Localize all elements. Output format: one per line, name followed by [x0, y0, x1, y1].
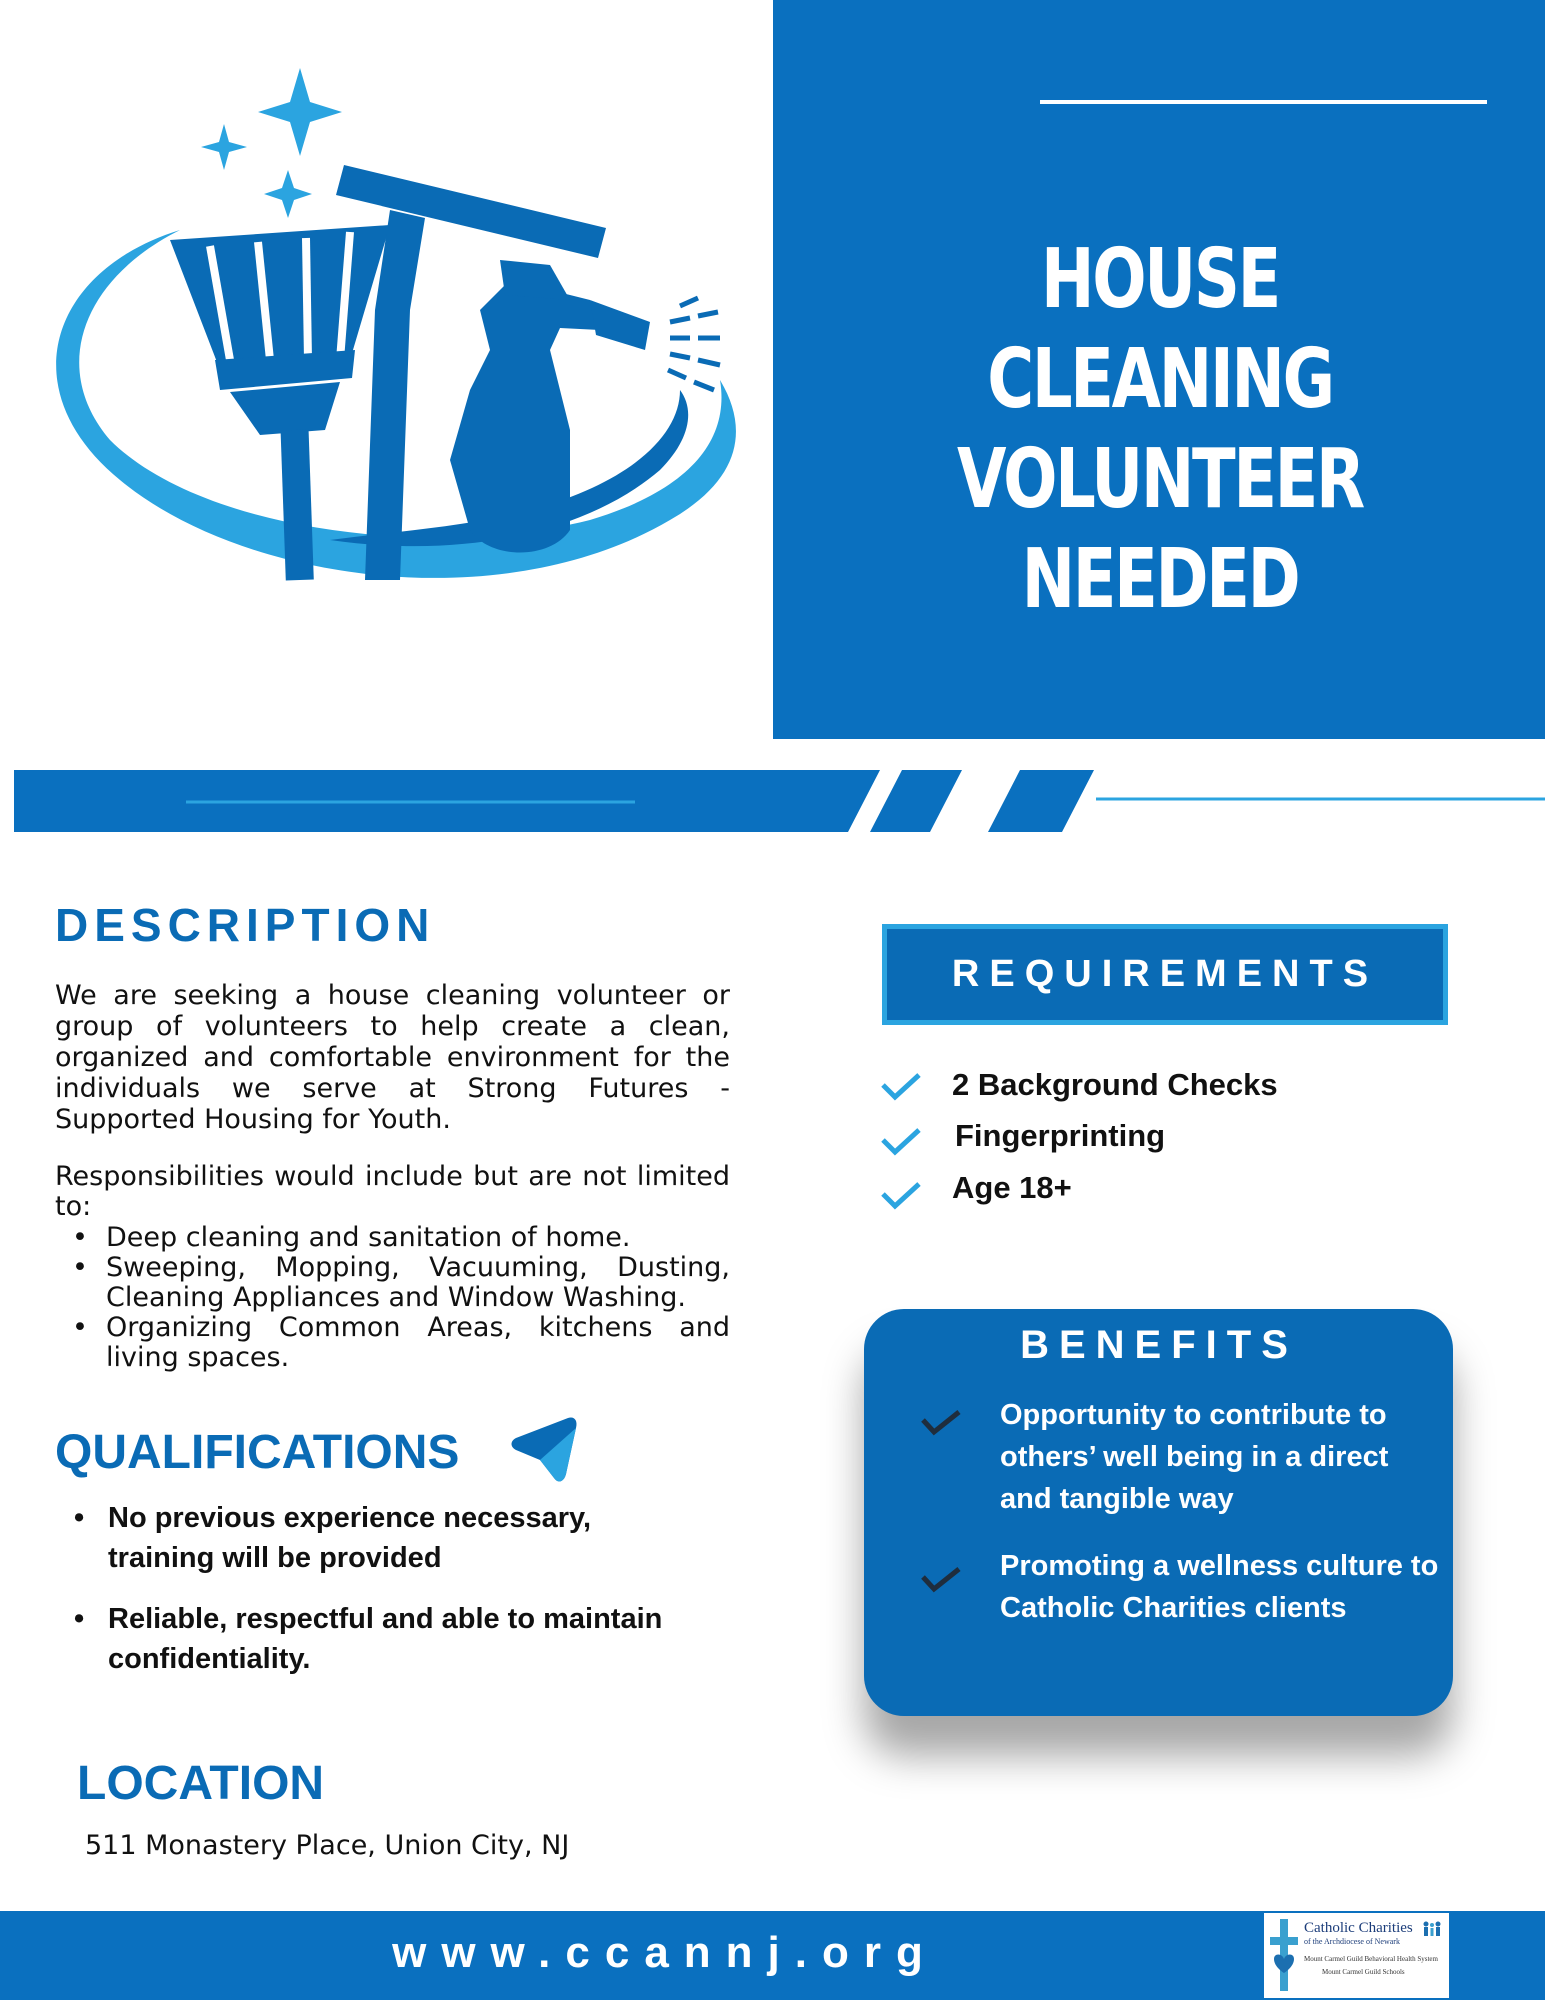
requirement-label: 2 Background Checks	[952, 1067, 1278, 1102]
org-subtitle: of the Archdiocese of Newark	[1304, 1937, 1400, 1946]
description-paragraph: We are seeking a house cleaning volunteer or group of volunteers to help create a clean, organized and comfortable environment for the individuals we serve at Strong Futures - Supported Housing for Youth.	[55, 980, 730, 1135]
title-line: HOUSE CLEANING	[987, 232, 1333, 427]
benefit-label: Opportunity to contribute to others’ well being in a direct and tangible way	[1000, 1399, 1389, 1515]
section-divider-stripe	[0, 760, 1545, 860]
list-item: • Deep cleaning and sanitation of home.	[55, 1223, 730, 1253]
requirements-banner	[882, 924, 1448, 1025]
org-name: Catholic Charities	[1304, 1920, 1413, 1936]
requirement-label: Age 18+	[952, 1170, 1072, 1205]
location-heading: LOCATION	[77, 1757, 325, 1810]
responsibilities-intro: Responsibilities would include but are not limited to:	[55, 1161, 730, 1222]
list-item: • Sweeping, Mopping, Vacuuming, Dusting, Cleaning Appliances and Window Washing.	[55, 1253, 730, 1313]
website-link[interactable]: www.ccannj.org	[392, 1928, 938, 1977]
responsibilities-list	[55, 1223, 730, 1373]
benefits-card	[864, 1309, 1453, 1716]
requirement-label: Fingerprinting	[955, 1118, 1166, 1153]
page-title	[879, 230, 1441, 630]
qualifications-heading: QUALIFICATIONS	[55, 1426, 460, 1479]
hero-divider	[1040, 100, 1487, 104]
checkmark-icon	[880, 1126, 922, 1156]
title-line: VOLUNTEER	[957, 432, 1363, 527]
triangle-arrow-icon	[510, 1414, 578, 1484]
list-item: • Reliable, respectful and able to maintain confidentiality.	[70, 1599, 670, 1679]
requirements-heading: REQUIREMENTS	[951, 953, 1379, 995]
checkmark-icon	[920, 1408, 962, 1438]
catholic-charities-logo	[1264, 1913, 1449, 1998]
title-line: NEEDED	[1021, 532, 1299, 627]
list-item: • Organizing Common Areas, kitchens and living spaces.	[55, 1313, 730, 1373]
qualifications-list	[70, 1498, 670, 1700]
benefits-heading: BENEFITS	[1020, 1323, 1298, 1367]
list-item: • No previous experience necessary, training will be provided	[70, 1498, 670, 1578]
checkmark-icon	[920, 1565, 962, 1595]
org-line: Mount Carmel Guild Behavioral Health System	[1304, 1955, 1438, 1963]
checkmark-icon	[880, 1071, 922, 1101]
people-icon	[1422, 1920, 1442, 1936]
footer-bar	[0, 1911, 1545, 2000]
cleaning-supplies-logo-icon	[30, 60, 750, 660]
checkmark-icon	[880, 1180, 922, 1210]
benefit-label: Promoting a wellness culture to Catholic Charities clients	[1000, 1550, 1439, 1624]
org-line: Mount Carmel Guild Schools	[1322, 1968, 1405, 1976]
location-address: 511 Monastery Place, Union City, NJ	[85, 1830, 570, 1861]
cross-icon	[1270, 1919, 1298, 1991]
description-heading: DESCRIPTION	[55, 899, 436, 951]
